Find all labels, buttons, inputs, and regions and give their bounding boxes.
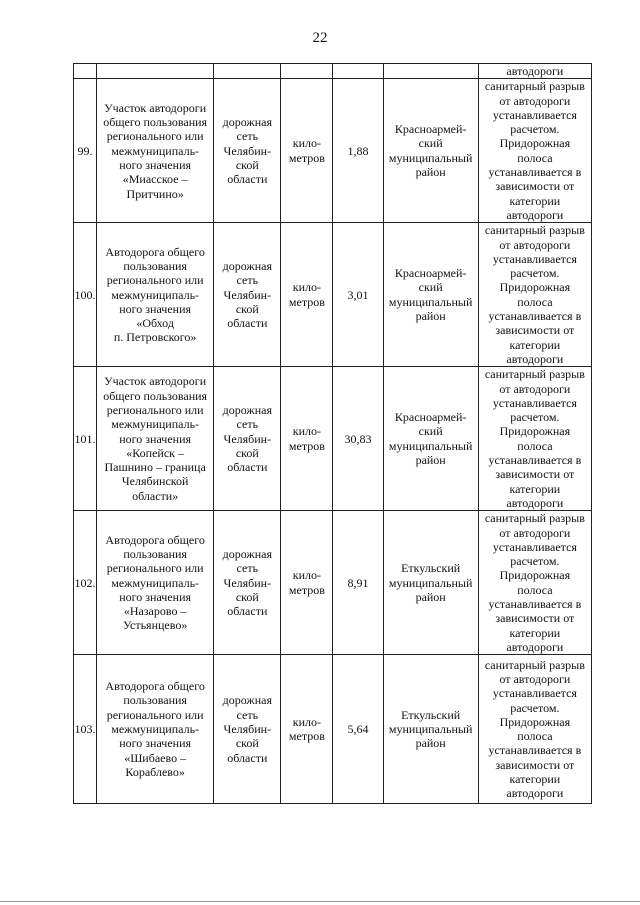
length-unit: кило- метров [281,655,333,804]
table-row [74,655,592,804]
municipal-district: Еткульский муниципальный район [383,655,478,804]
bottom-divider [0,901,640,902]
zone-note: санитарный разрыв от автодороги устанавливается расчетом. Придорожная полоса устанавливается в зависимости от категории автодороги [478,223,591,367]
table-cell [74,64,97,79]
continued-row [74,64,592,79]
zone-note: санитарный разрыв от автодороги устанавливается расчетом. Придорожная полоса устанавливается в зависимости от категории автодороги [478,511,591,655]
table-cell [281,64,333,79]
table-cell [333,64,383,79]
road-name: Участок автодороги общего пользования регионального или межмуниципаль- ного значения «Миасское – Притчино» [97,79,214,223]
table-cell [383,64,478,79]
road-name: Участок автодороги общего пользования регионального или межмуниципаль- ного значения «Копейск – Пашнино – граница Челябинской области» [97,367,214,511]
table-row [74,223,592,367]
road-network: дорожная сеть Челябин- ской области [214,223,281,367]
road-network: дорожная сеть Челябин- ской области [214,367,281,511]
municipal-district: Красноармей- ский муниципальный район [383,223,478,367]
road-length: 30,83 [333,367,383,511]
table-cell [214,64,281,79]
table-row [74,367,592,511]
length-unit: кило- метров [281,511,333,655]
continued-cell: автодороги [478,64,591,79]
zone-note: санитарный разрыв от автодороги устанавливается расчетом. Придорожная полоса устанавливается в зависимости от категории автодороги [478,79,591,223]
road-name: Автодорога общего пользования регионального или межмуниципаль- ного значения «Назарово – Устьянцево» [97,511,214,655]
road-length: 8,91 [333,511,383,655]
municipal-district: Красноармей- ский муниципальный район [383,79,478,223]
table-row [74,511,592,655]
road-name: Автодорога общего пользования регионального или межмуниципаль- ного значения «Шибаево – Кораблево» [97,655,214,804]
road-network: дорожная сеть Челябин- ской области [214,511,281,655]
row-number: 102. [74,511,97,655]
roads-table [73,63,592,804]
length-unit: кило- метров [281,223,333,367]
row-number: 101. [74,367,97,511]
page-number: 22 [312,30,328,46]
municipal-district: Красноармей- ский муниципальный район [383,367,478,511]
zone-note: санитарный разрыв от автодороги устанавливается расчетом. Придорожная полоса устанавливается в зависимости от категории автодороги [478,655,591,804]
road-name: Автодорога общего пользования регионального или межмуниципаль- ного значения «Обход п. Петровского» [97,223,214,367]
row-number: 99. [74,79,97,223]
table-row [74,79,592,223]
table-cell [97,64,214,79]
road-network: дорожная сеть Челябин- ской области [214,79,281,223]
municipal-district: Еткульский муниципальный район [383,511,478,655]
length-unit: кило- метров [281,79,333,223]
row-number: 100. [74,223,97,367]
zone-note: санитарный разрыв от автодороги устанавливается расчетом. Придорожная полоса устанавливается в зависимости от категории автодороги [478,367,591,511]
row-number: 103. [74,655,97,804]
length-unit: кило- метров [281,367,333,511]
road-length: 1,88 [333,79,383,223]
road-length: 3,01 [333,223,383,367]
road-length: 5,64 [333,655,383,804]
road-network: дорожная сеть Челябин- ской области [214,655,281,804]
